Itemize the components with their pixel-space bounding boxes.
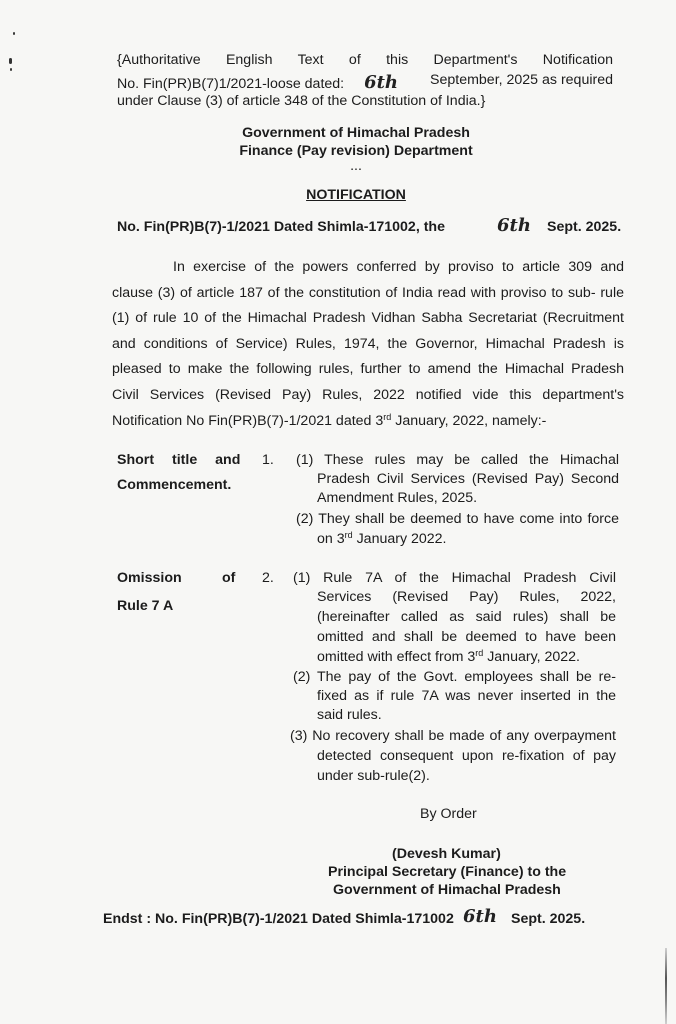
rule2-text: fixed as if rule 7A was never inserted in the <box>317 688 616 704</box>
rule2-text-b: January, 2022. <box>483 649 580 665</box>
handwritten-date: 6th <box>364 72 399 93</box>
rule2-number: 2. <box>262 570 274 586</box>
rule2-heading-line2: Rule 7 A <box>117 598 174 614</box>
rule2-text: (2) The pay of the Govt. employees shall be re- <box>293 669 616 685</box>
superscript: rd <box>475 648 484 658</box>
rule2-text: (hereinafter called as said rules) shall be <box>317 609 616 625</box>
preamble-line-2-a: No. Fin(PR)B(7)1/2021-loose dated: <box>117 76 345 92</box>
preamble-line-2 <box>117 72 613 93</box>
scan-speck <box>13 32 15 35</box>
notification-title: NOTIFICATION <box>306 187 406 203</box>
signatory-name: (Devesh Kumar) <box>392 846 501 862</box>
rule1-heading-a: Short title and <box>117 452 241 468</box>
body-line: and conditions of Service) Rules, 1974, the Governor, Himachal Pradesh is <box>112 336 624 352</box>
preamble-line-3: under Clause (3) of article 348 of the Constitution of India.} <box>117 93 486 109</box>
rule2-text: Services (Revised Pay) Rules, 2022, <box>317 589 616 605</box>
body-line-7b: January, 2022, namely:- <box>391 413 547 429</box>
scan-speck <box>9 58 12 64</box>
rule1-heading-line2: Commencement. <box>117 477 232 493</box>
notification-number: No. Fin(PR)B(7)-1/2021 Dated Shimla-171002, the <box>117 219 445 235</box>
body-line: (1) of rule 10 of the Himachal Pradesh Vidhan Sabha Secretariat (Recruitment <box>112 310 624 326</box>
handwritten-date: 6th <box>497 215 531 236</box>
preamble-line-2-b: September, 2025 as required <box>430 72 613 88</box>
rule1-text: (1) These rules may be called the Himachal <box>296 452 619 468</box>
body-line: In exercise of the powers conferred by proviso to article 309 and <box>173 259 624 275</box>
superscript: rd <box>383 412 392 422</box>
signatory-designation: Principal Secretary (Finance) to the <box>328 864 567 880</box>
endorsement-number: Endst : No. Fin(PR)B(7)-1/2021 Dated Shimla-171002 <box>103 911 454 927</box>
rule2-heading-a2: of <box>222 570 236 586</box>
body-line: clause (3) of article 187 of the constitution of India read with proviso to sub- rule <box>112 285 624 301</box>
body-line-7a: Notification No Fin(PR)B(7)-1/2021 dated 3 <box>112 413 384 429</box>
rule1-heading-line1 <box>117 452 240 468</box>
government-heading: Government of Himachal Pradesh <box>242 125 470 141</box>
rule1-text-a: on 3 <box>317 531 345 547</box>
rule2-text: (3) No recovery shall be made of any overpayment <box>290 728 616 744</box>
notification-month: Sept. 2025. <box>547 219 622 235</box>
body-line: pleased to make the following rules, further to amend the Himachal Pradesh <box>112 361 624 377</box>
rule1-text: Pradesh Civil Services (Revised Pay) Second <box>317 471 619 487</box>
body-line <box>112 413 546 429</box>
rule2-text: omitted and shall be deemed to have been <box>317 629 616 645</box>
rule2-heading-a1: Omission <box>117 570 182 586</box>
rule2-text: said rules. <box>317 707 382 723</box>
rule1-text-b: January 2022. <box>352 531 447 547</box>
body-line: Civil Services (Revised Pay) Rules, 2022 notified vide this department's <box>112 387 624 403</box>
department-heading: Finance (Pay revision) Department <box>239 143 473 159</box>
rule1-number: 1. <box>262 452 274 468</box>
scan-speck <box>10 68 12 71</box>
rule2-text: under sub-rule(2). <box>317 768 430 784</box>
rule1-text: (2) They shall be deemed to have come into force <box>296 511 619 527</box>
rule2-text: (1) Rule 7A of the Himachal Pradesh Civil <box>293 570 616 586</box>
by-order: By Order <box>420 806 477 822</box>
heading-dots: ... <box>350 158 362 174</box>
handwritten-date: 6th <box>463 906 497 927</box>
rule2-text <box>317 649 580 665</box>
rule2-text: detected consequent upon re-fixation of pay <box>317 748 616 764</box>
rule1-text: Amendment Rules, 2025. <box>317 490 478 506</box>
scan-edge-mark <box>665 948 667 1024</box>
endorsement-month: Sept. 2025. <box>511 911 586 927</box>
superscript: rd <box>344 530 353 540</box>
rule1-text <box>317 531 447 547</box>
rule2-text-a: omitted with effect from 3 <box>317 649 476 665</box>
signatory-organisation: Government of Himachal Pradesh <box>333 882 561 898</box>
preamble-line-1: {Authoritative English Text of this Department's Notification <box>117 52 613 68</box>
